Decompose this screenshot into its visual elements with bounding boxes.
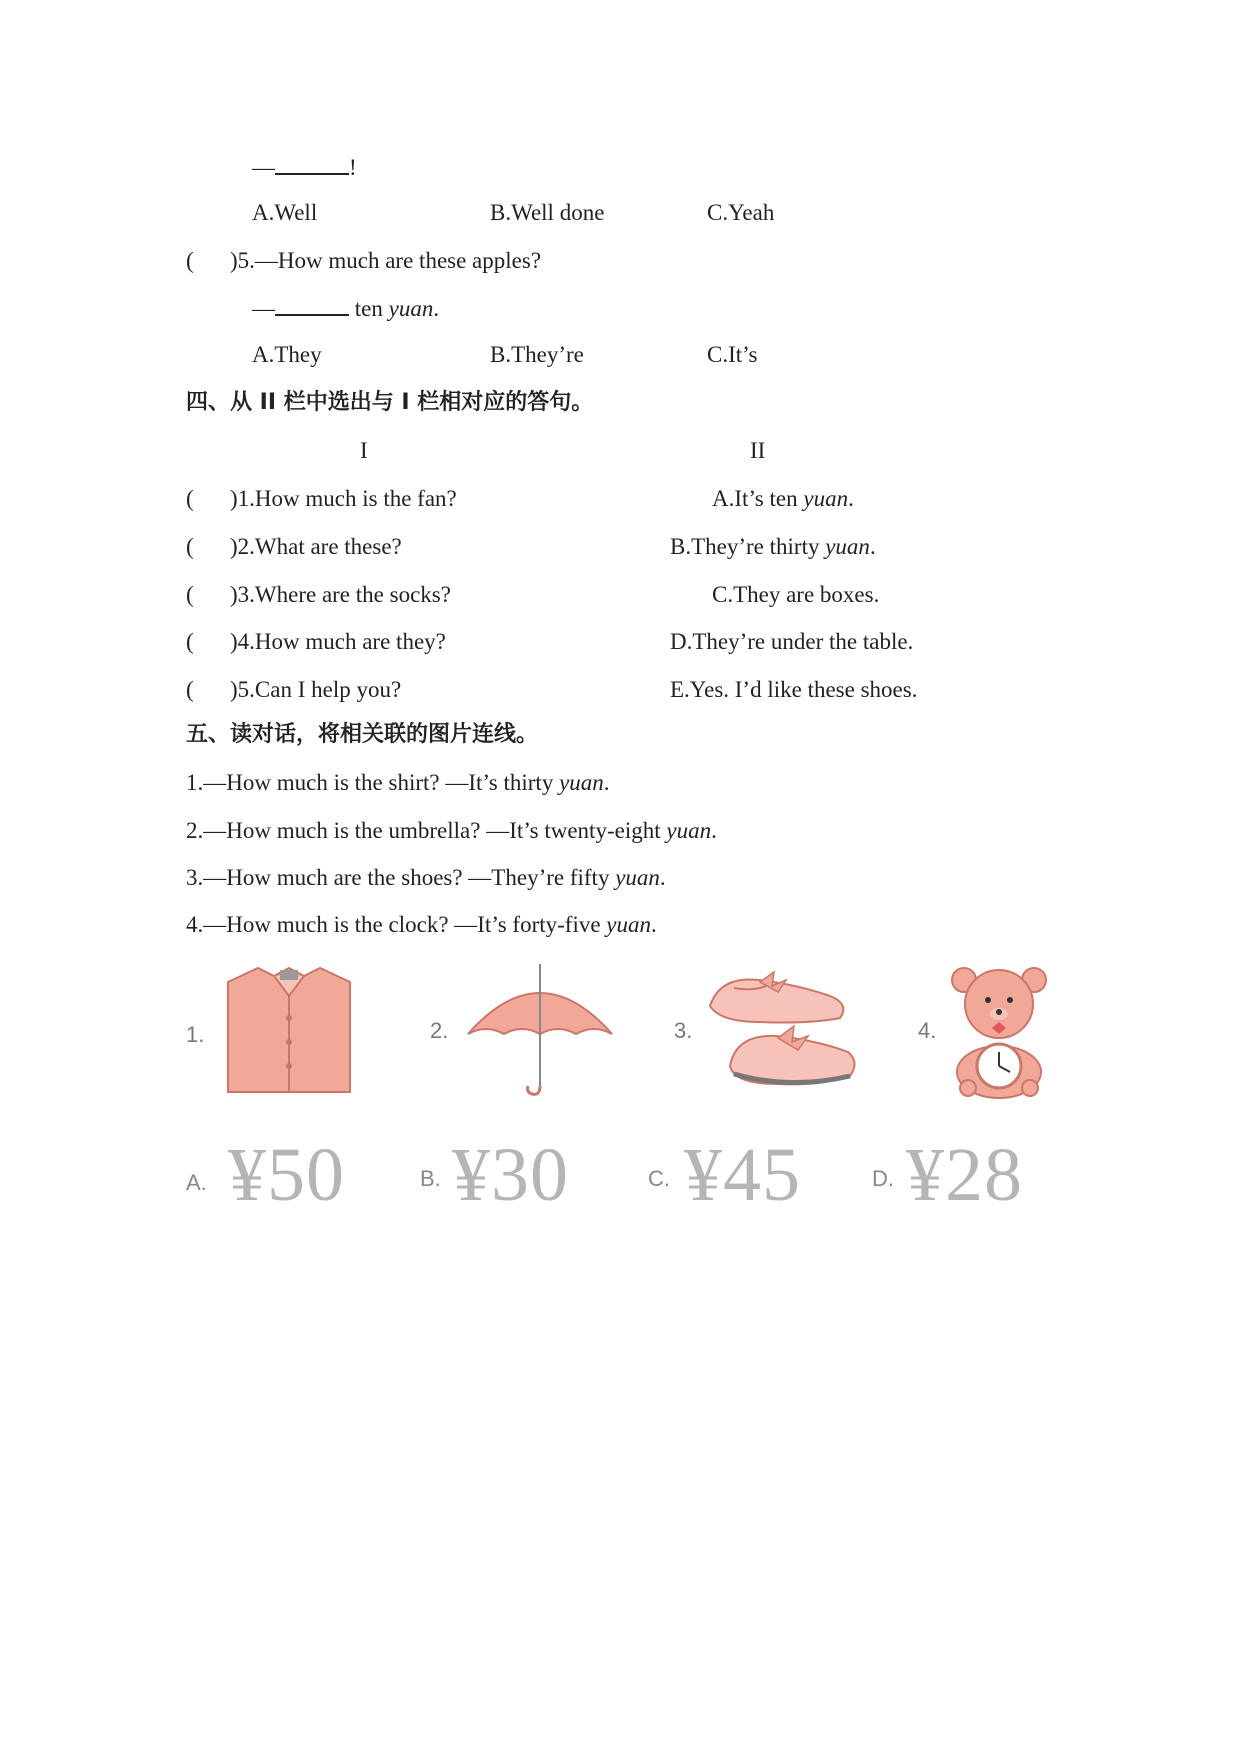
answer-paren[interactable]: ( [186,534,194,559]
answer-end: . [869,534,876,559]
answer-text: D.They’re under the table. [670,629,914,654]
q5-yuan: yuan [388,296,434,321]
price-b[interactable]: ¥30 [452,1133,569,1217]
answer-paren[interactable]: ( [186,677,194,702]
dialog-yuan: yuan [606,912,652,937]
q5-paren[interactable]: ( [186,248,194,273]
dialog-end: . [651,912,657,937]
dialog-text: 1.—How much is the shirt? —It’s thirty [186,770,560,795]
column-ii-answer [670,675,917,705]
price-letter-b: B. [420,1166,441,1191]
answer-paren[interactable]: ( [186,629,194,654]
dialog-line [186,910,657,940]
q4-option-b: B.Well done [490,200,605,225]
price-letter-c: C. [648,1166,670,1191]
column-ii-answer [712,580,879,610]
period: . [433,296,440,321]
shirt-icon[interactable] [218,962,360,1100]
q4-option-c: C.Yeah [707,200,775,225]
answer-paren[interactable]: ( [186,486,194,511]
column-ii-answer [670,532,876,562]
price-c[interactable]: ¥45 [684,1133,801,1217]
q5-option-b: B.They’re [490,342,584,367]
answer-text: E.Yes. I’d like these shoes. [670,677,918,702]
answer-paren[interactable]: ( [186,582,194,607]
answer-text: B.They’re thirty [670,534,826,559]
part5-title: 五、读对话，将相关联的图片连线。 [186,722,539,747]
q4-answer-line [252,153,357,183]
shoes-icon[interactable] [700,962,862,1100]
price-d[interactable]: ¥28 [906,1133,1023,1217]
picture-number-1: 1. [186,1022,205,1047]
column-i-question: )1.How much is the fan? [230,486,457,511]
column-i-question: )5.Can I help you? [230,677,402,702]
column-i-question: )4.How much are they? [230,629,446,654]
picture-number-3: 3. [674,1018,693,1043]
column-i-question: )2.What are these? [230,534,402,559]
answer-blank[interactable] [275,294,349,316]
dialog-line [186,816,717,846]
dialog-yuan: yuan [615,865,660,890]
answer-blank[interactable] [275,153,349,175]
dialog-line [186,768,610,798]
answer-end: . [848,486,854,511]
price-letter-d: D. [872,1166,894,1191]
column-i-question: )3.Where are the socks? [230,582,451,607]
dialog-end: . [659,865,666,890]
answer-text: C.They are boxes. [712,582,880,607]
answer-text: A.It’s ten [712,486,804,511]
dash: — [252,155,275,180]
q5-option-a: A.They [252,342,322,367]
part4-title: 四、从 II 栏中选出与 I 栏相对应的答句。 [186,390,594,415]
dialog-end: . [711,818,717,843]
bear-clock-icon[interactable] [946,962,1052,1100]
q5-after: ten [349,296,389,321]
dialog-text: 4.—How much is the clock? —It’s forty-five [186,912,607,937]
dialog-yuan: yuan [666,818,712,843]
column-ii-answer [712,484,854,514]
picture-number-2: 2. [430,1018,449,1043]
dialog-line [186,863,666,893]
umbrella-icon[interactable] [462,962,618,1100]
dialog-text: 3.—How much are the shoes? —They’re fifty [186,865,616,890]
exclaim: ! [349,155,357,180]
q5-option-c: C.It’s [707,342,758,367]
price-letter-a: A. [186,1170,207,1195]
price-a[interactable]: ¥50 [228,1133,345,1217]
dash: — [252,296,275,321]
col-i-header: I [360,438,368,463]
q4-option-a: A.Well [252,200,318,225]
answer-yuan: yuan [825,534,870,559]
col-ii-header: II [750,438,766,463]
dialog-yuan: yuan [559,770,604,795]
dialog-end: . [603,770,610,795]
column-ii-answer [670,627,913,657]
q5-answer-line [252,294,439,324]
answer-yuan: yuan [803,486,849,511]
dialog-text: 2.—How much is the umbrella? —It’s twenty-eight [186,818,667,843]
picture-number-4: 4. [918,1018,937,1043]
q5-stem: )5.—How much are these apples? [230,248,542,273]
